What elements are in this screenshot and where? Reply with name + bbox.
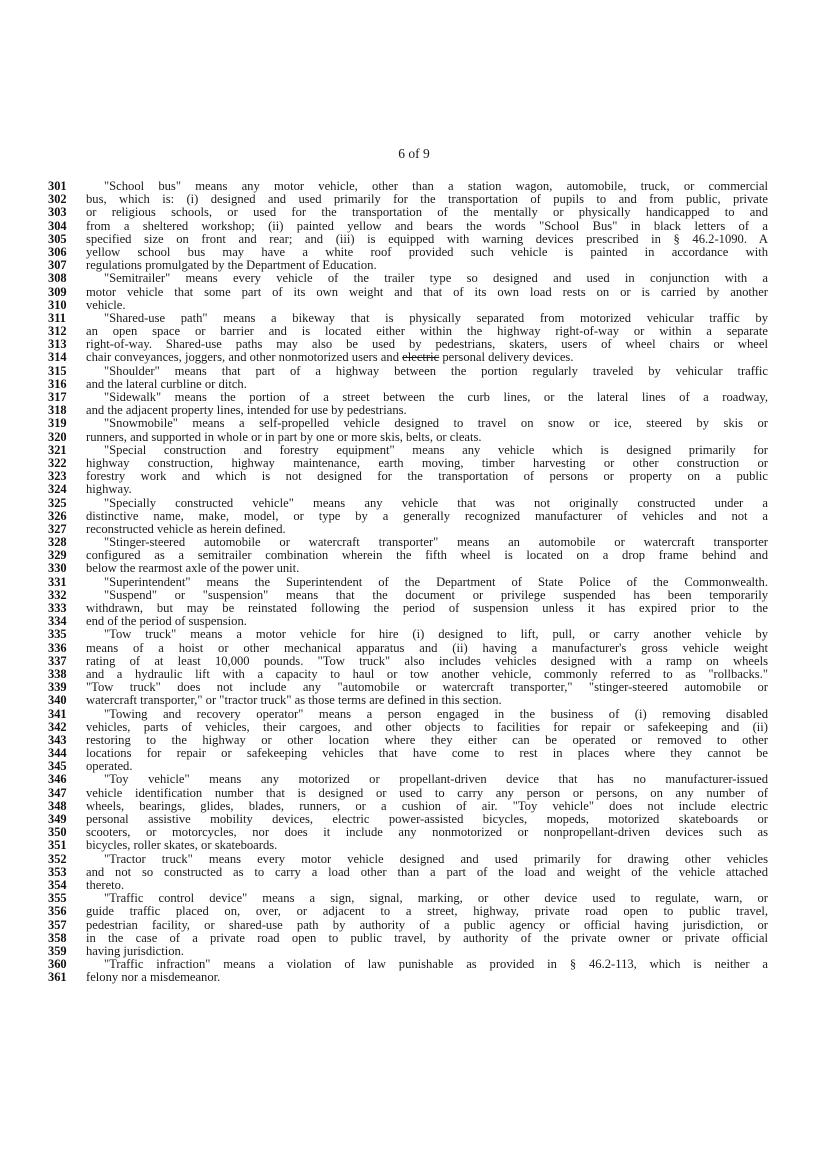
line-number: 336 [48,640,67,655]
text-line [48,444,768,457]
line-number: 318 [48,403,67,418]
text-line [48,378,768,391]
line-text: an open space or barrier and is located either within the highway right-of-way or within a separate [86,325,768,339]
line-number: 303 [48,205,67,220]
text-line [48,417,768,430]
line-text: below the rearmost axle of the power unit. [86,562,300,576]
line-number: 339 [48,680,67,695]
text-line [48,905,768,918]
text-line [48,180,768,193]
line-number: 312 [48,324,67,339]
text-line [48,246,768,259]
line-text: highway construction, highway maintenance, earth moving, timber harvesting or other construction or [86,456,768,470]
line-number: 353 [48,864,67,879]
line-number: 361 [48,970,67,985]
line-number: 345 [48,759,67,774]
line-text [86,351,768,364]
line-text: bus, which is: (i) designed and used primarily for the transportation of pupils to and from public, private [86,193,768,207]
line-number: 360 [48,957,67,972]
text-line [48,628,768,641]
line-number: 327 [48,521,67,536]
text-line [48,813,768,826]
line-number: 325 [48,495,67,510]
line-text: "Specially constructed vehicle" means any vehicle that was not originally constructed under a [104,496,768,510]
line-number: 346 [48,772,67,787]
line-number: 311 [48,310,66,325]
line-text: vehicle. [86,298,126,312]
line-text: "Special construction and forestry equipment" means any vehicle which is designed primarily for [104,443,768,457]
line-text: and a hydraulic lift with a capacity to haul or tow another vehicle, commonly referred to as "rollbacks." [86,667,768,681]
text-line [48,272,768,285]
text-line [48,351,768,364]
line-text-segment: chair conveyances, joggers, and other nonmotorized users and [86,351,403,365]
text-line [48,800,768,813]
line-number: 343 [48,732,67,747]
text-line [48,708,768,721]
text-line [48,787,768,800]
text-line [48,879,768,892]
text-line [48,523,768,536]
line-number: 322 [48,455,67,470]
line-text: "Toy vehicle" means any motorized or propellant-driven device that has no manufacturer-issued [104,773,768,787]
text-line [48,655,768,668]
text-line [48,826,768,839]
line-text: from a sheltered workshop; (ii) painted yellow and bears the words "School Bus" in black letters of a [86,219,768,233]
line-text: "Superintendent" means the Superintendent of the Department of State Police of the Commonwealth. [104,575,768,589]
line-text: scooters, or motorcycles, nor does it include any nonmotorized or nonpropellant-driven devices such as [86,826,768,840]
line-text: locations for repair or safekeeping vehicles that have come to rest in places where they cannot be [86,747,768,761]
line-text: specified size on front and rear; and (iii) is equipped with warning devices prescribed in § 46.2-1090. A [86,232,768,246]
line-text: reconstructed vehicle as herein defined. [86,522,286,536]
text-line [48,206,768,219]
line-number: 302 [48,192,67,207]
line-number: 301 [48,179,67,193]
line-text-segment: personal delivery devices. [439,351,574,365]
line-text: "Traffic control device" means a sign, signal, marking, or other device used to regulate, warn, or [104,892,768,906]
text-line [48,536,768,549]
page-number: 6 of 9 [398,146,430,161]
text-line [48,233,768,246]
line-number: 338 [48,666,67,681]
line-text: vehicle identification number that is designed or used to carry any person or persons, on any number of [86,786,768,800]
text-line [48,602,768,615]
text-line [48,866,768,879]
struck-text: electric [402,351,440,365]
line-text: motor vehicle that some part of its own weight and that of its own load rests on or is carried by another [86,285,768,299]
line-text: "Sidewalk" means the portion of a street between the curb lines, or the lateral lines of a roadway, [104,391,768,404]
line-text: bicycles, roller skates, or skateboards. [86,839,278,853]
line-text: configured as a semitrailer combination wherein the fifth wheel is located on a drop frame behind and [86,549,768,563]
line-number: 314 [48,350,67,365]
line-text: personal assistive mobility devices, electric power-assisted bicycles, mopeds, motorized skateboards or [86,813,768,826]
line-number: 331 [48,574,67,589]
line-number: 359 [48,943,67,958]
line-number: 337 [48,653,67,668]
text-line [48,576,768,589]
text-line [48,853,768,866]
text-line [48,945,768,958]
line-number: 310 [48,297,67,312]
text-line [48,668,768,681]
text-line [48,312,768,325]
line-text: and the lateral curbline or ditch. [86,377,247,391]
line-number: 335 [48,627,67,642]
line-number: 305 [48,231,67,246]
line-number: 306 [48,244,67,259]
text-line [48,562,768,575]
line-text: operated. [86,760,133,774]
line-number: 356 [48,904,67,919]
text-line [48,919,768,932]
line-number: 313 [48,337,67,352]
line-text: "Snowmobile" means a self-propelled vehicle designed to travel on snow or ice, steered by skis or [104,417,768,431]
line-number: 351 [48,838,67,853]
line-number: 354 [48,877,67,892]
text-line [48,721,768,734]
line-number: 308 [48,271,67,286]
line-number: 344 [48,746,67,761]
text-line [48,694,768,707]
line-number: 349 [48,812,67,826]
text-line [48,483,768,496]
line-text: means of a hoist or other mechanical apparatus and (ii) having a manufacturer's gross vehicle weight [86,641,768,655]
line-text: having jurisdiction. [86,944,184,958]
text-line [48,734,768,747]
line-number: 330 [48,561,67,576]
line-text: forestry work and which is not designed for the transportation of persons or property on a public [86,470,768,484]
line-number: 317 [48,390,67,404]
line-number: 358 [48,930,67,945]
line-number: 332 [48,587,67,602]
line-text: guide traffic placed on, over, or adjacent to a street, highway, private road open to public travel, [86,905,768,919]
line-text: rating of at least 10,000 pounds. "Tow truck" also includes vehicles designed with a ramp on wheels [86,654,768,668]
line-text: felony nor a misdemeanor. [86,971,221,985]
text-line [48,549,768,562]
line-text: "Suspend" or "suspension" means that the document or privilege suspended has been temporarily [104,588,768,602]
line-text: vehicles, parts of vehicles, their cargoes, and other objects to facilities for repair or safekeeping and (ii) [86,720,768,734]
text-line [48,892,768,905]
line-text: pedestrian facility, or shared-use path by authority of a public agency or official having jurisdiction, or [86,918,768,932]
document-body [48,180,768,984]
line-number: 350 [48,825,67,840]
line-number: 315 [48,363,67,378]
line-text: or religious schools, or used for the transportation of the mentally or physically handicapped to and [86,206,768,220]
line-text: "Tow truck" does not include any "automobile or watercraft transporter," "stinger-steered automobile or [86,681,768,695]
line-text: and the adjacent property lines, intended for use by pedestrians. [86,404,407,418]
text-line [48,286,768,299]
line-text: "Shoulder" means that part of a highway between the portion regularly traveled by vehicular traffic [104,364,768,378]
text-line [48,510,768,523]
line-text: regulations promulgated by the Department of Education. [86,259,377,273]
line-number: 324 [48,482,67,497]
text-line [48,391,768,404]
text-line [48,193,768,206]
text-line [48,470,768,483]
text-line [48,259,768,272]
line-text: "School bus" means any motor vehicle, other than a station wagon, automobile, truck, or commercial [104,180,768,193]
line-text: "Shared-use path" means a bikeway that is physically separated from motorized vehicular traffic by [104,311,768,325]
text-line [48,338,768,351]
line-number: 357 [48,917,67,932]
line-number: 341 [48,706,67,721]
line-text: runners, and supported in whole or in part by one or more skis, belts, or cleats. [86,430,482,444]
line-number: 355 [48,891,67,906]
text-line [48,747,768,760]
line-number: 347 [48,785,67,800]
text-line [48,773,768,786]
line-number: 304 [48,218,67,233]
line-number: 348 [48,798,67,813]
text-line [48,431,768,444]
line-number: 321 [48,442,67,457]
line-text: withdrawn, but may be reinstated following the period of suspension unless it has expired prior to the [86,602,768,615]
line-text: "Tractor truck" means every motor vehicle designed and used primarily for drawing other vehicles [104,852,768,866]
line-text: right-of-way. Shared-use paths may also be used by pedestrians, skaters, users of wheel chairs or wheel [86,338,768,352]
text-line [48,497,768,510]
line-text: end of the period of suspension. [86,615,247,629]
text-line [48,839,768,852]
text-line [48,299,768,312]
line-text: "Semitrailer" means every vehicle of the trailer type so designed and used in conjunction with a [104,272,768,286]
line-number: 328 [48,535,67,550]
text-line [48,615,768,628]
line-text: thereto. [86,878,125,892]
line-text: "Stinger-steered automobile or watercraft transporter" means an automobile or watercraft transporter [104,536,768,550]
line-number: 323 [48,469,67,484]
text-line [48,681,768,694]
text-line [48,457,768,470]
line-number: 342 [48,719,67,734]
text-line [48,220,768,233]
line-text: "Towing and recovery operator" means a person engaged in the business of (i) removing disabled [104,707,768,721]
text-line [48,760,768,773]
line-number: 320 [48,429,67,444]
line-number: 307 [48,258,67,273]
text-line [48,958,768,971]
text-line [48,365,768,378]
line-number: 309 [48,284,67,299]
line-text: watercraft transporter," or "tractor truck" as those terms are defined in this section. [86,694,502,708]
text-line [48,642,768,655]
line-text: distinctive name, make, model, or type by a generally recognized manufacturer of vehicles and not a [86,509,768,523]
line-number: 333 [48,601,67,615]
line-text: "Tow truck" means a motor vehicle for hire (i) designed to lift, pull, or carry another vehicle by [104,628,768,642]
line-number: 319 [48,416,67,431]
line-number: 352 [48,851,67,866]
line-number: 340 [48,693,67,708]
line-text: in the case of a private road open to public travel, by authority of the private owner or private official [86,931,768,945]
line-text: "Traffic infraction" means a violation of law punishable as provided in § 46.2-113, which is neither a [104,958,768,972]
line-number: 329 [48,548,67,563]
text-line [48,404,768,417]
line-text: yellow school bus may have a white roof provided such vehicle is painted in accordance with [86,245,768,259]
text-line [48,971,768,984]
line-text: restoring to the highway or other location where they either can be operated or removed to other [86,733,768,747]
line-text: highway. [86,483,132,497]
line-text: and not so constructed as to carry a load other than a part of the load and weight of the vehicle attached [86,865,768,879]
line-number: 326 [48,508,67,523]
text-line [48,589,768,602]
text-line [48,932,768,945]
line-number: 316 [48,376,67,391]
line-number: 334 [48,614,67,629]
text-line [48,325,768,338]
line-text: wheels, bearings, glides, blades, runners, or a cushion of air. "Toy vehicle" does not include electric [86,799,768,813]
